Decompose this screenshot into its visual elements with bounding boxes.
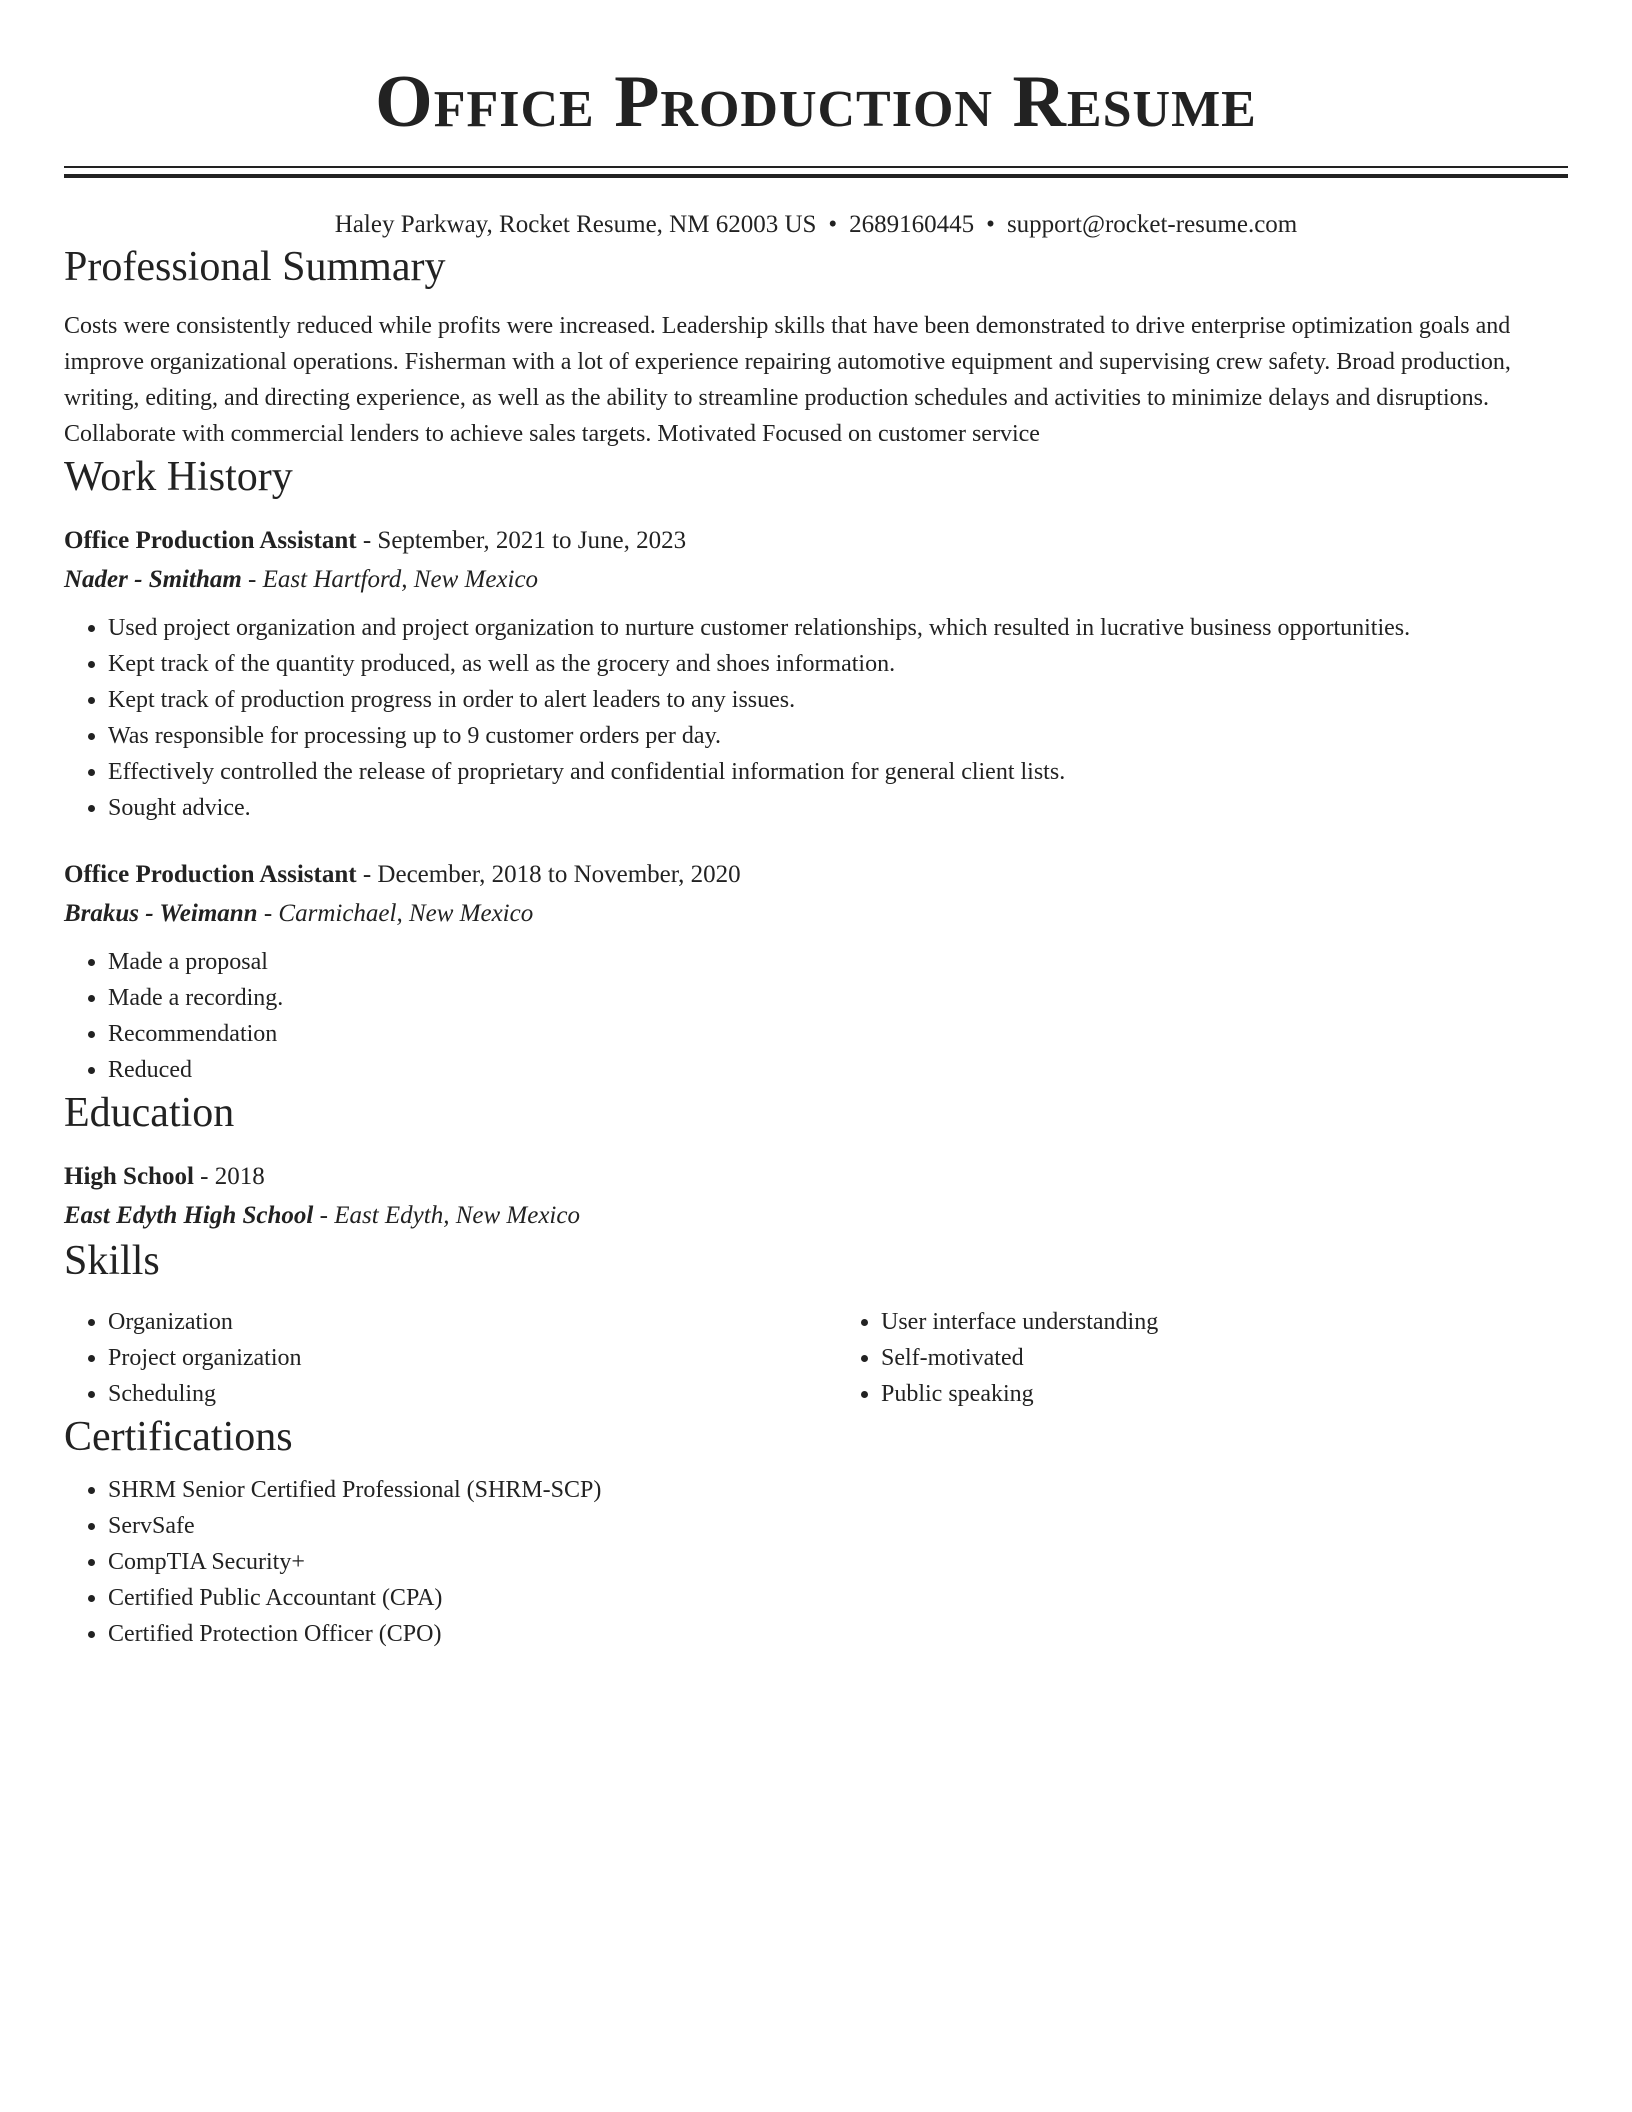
- skills-column-right: [837, 1304, 1568, 1412]
- title-divider-thick: [64, 174, 1568, 178]
- list-item: • Effectively controlled the release of proprietary and confidential information for general client lists.: [108, 754, 1568, 790]
- job-dates: - December, 2018 to November, 2020: [356, 861, 741, 888]
- list-item: • Made a proposal: [108, 944, 1568, 980]
- list-item: • Sought advice.: [108, 790, 1568, 826]
- job-title: Office Production Assistant: [64, 527, 357, 554]
- employer-location: - East Hartford, New Mexico: [241, 566, 539, 593]
- skill-item: • Organization: [108, 1304, 795, 1340]
- employer-name: Nader - Smitham: [64, 566, 242, 593]
- employer-name: Brakus - Weimann: [64, 900, 258, 927]
- certifications-heading: Certifications: [64, 1414, 293, 1460]
- employer-location: - Carmichael, New Mexico: [257, 900, 534, 927]
- employer-line: [64, 894, 1568, 934]
- school-location: - East Edyth, New Mexico: [313, 1202, 580, 1229]
- skills-column-left: [64, 1304, 795, 1412]
- education-entry: [64, 1158, 1568, 1236]
- contact-email: support@rocket-resume.com: [1006, 211, 1298, 238]
- degree-line: [64, 1158, 1568, 1196]
- skill-item: • User interface understanding: [881, 1304, 1568, 1340]
- list-item: • Was responsible for processing up to 9 customer orders per day.: [108, 718, 1568, 754]
- contact-separator: •: [986, 211, 995, 238]
- certification-item: • Certified Public Accountant (CPA): [108, 1580, 1568, 1616]
- job-entry: [64, 522, 1568, 826]
- skill-item: • Project organization: [108, 1340, 795, 1376]
- skill-item: • Scheduling: [108, 1376, 795, 1412]
- certification-item: • ServSafe: [108, 1508, 1568, 1544]
- skill-item: • Self-motivated: [881, 1340, 1568, 1376]
- list-item: • Kept track of production progress in order to alert leaders to any issues.: [108, 682, 1568, 718]
- list-item: • Kept track of the quantity produced, as well as the grocery and shoes information.: [108, 646, 1568, 682]
- summary-text: Costs were consistently reduced while profits were increased. Leadership skills that have been demonstrated to drive enterprise optimization goals and improve organizational operations. Fisherman with a lot of experience repairing automotive equipment and supervising crew safety. Broad production, writing, editing, and directing experience, as well as the ability to streamline production schedules and activities to minimize delays and disruptions. Collaborate with commercial lenders to achieve sales targets. Motivated Focused on customer service: [64, 313, 1511, 447]
- list-item: • Used project organization and project organization to nurture customer relationships, which resulted in lucrative business opportunities.: [108, 610, 1568, 646]
- employer-line: [64, 560, 1568, 600]
- list-item: • Reduced: [108, 1052, 1568, 1088]
- job-title-line: [64, 522, 1568, 560]
- school-name: East Edyth High School: [64, 1202, 314, 1229]
- certification-item: • Certified Protection Officer (CPO): [108, 1616, 1568, 1652]
- job-entry: [64, 856, 1568, 1088]
- skills-heading: Skills: [64, 1238, 160, 1284]
- job-title-line: [64, 856, 1568, 894]
- contact-line: [64, 208, 1568, 242]
- degree-name: High School: [64, 1163, 194, 1190]
- job-dates: - September, 2021 to June, 2023: [356, 527, 687, 554]
- resume-title: Office Production Resume: [375, 61, 1257, 143]
- skills-grid: [64, 1304, 1568, 1412]
- title-divider-thin: [64, 166, 1568, 168]
- degree-year: - 2018: [193, 1163, 265, 1190]
- education-heading: Education: [64, 1090, 235, 1136]
- contact-address: Haley Parkway, Rocket Resume, NM 62003 US: [334, 211, 817, 238]
- contact-phone: 2689160445: [849, 211, 975, 238]
- work-history-heading: Work History: [64, 454, 293, 500]
- list-item: • Made a recording.: [108, 980, 1568, 1016]
- certification-item: • SHRM Senior Certified Professional (SHRM-SCP): [108, 1472, 1568, 1508]
- contact-separator: •: [828, 211, 838, 238]
- certifications-list: [64, 1472, 1568, 1652]
- job-bullets: [64, 610, 1568, 826]
- certification-item: • CompTIA Security+: [108, 1544, 1568, 1580]
- list-item: • Recommendation: [108, 1016, 1568, 1052]
- summary-heading: Professional Summary: [64, 244, 446, 290]
- resume-page: [64, 0, 1568, 1652]
- job-title: Office Production Assistant: [64, 861, 357, 888]
- school-line: [64, 1196, 1568, 1236]
- job-bullets: [64, 944, 1568, 1088]
- skill-item: • Public speaking: [881, 1376, 1568, 1412]
